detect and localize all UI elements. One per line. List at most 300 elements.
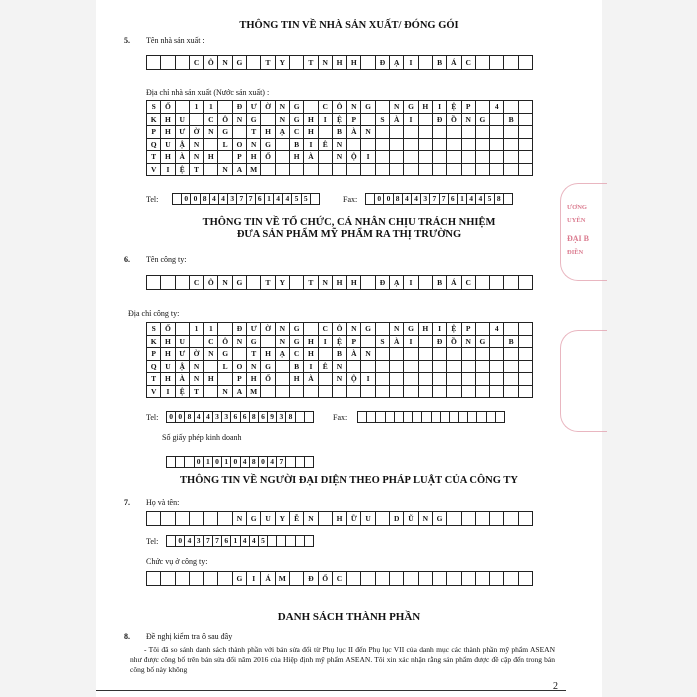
char-box: 4 <box>185 536 194 547</box>
char-box: T <box>147 151 161 164</box>
char-box: B <box>504 336 518 349</box>
char-box <box>490 348 504 361</box>
char-box: 6 <box>449 194 458 205</box>
char-box: M <box>247 386 261 399</box>
char-box: B <box>333 348 347 361</box>
manufacturer-name-label: Tên nhà sản xuất : <box>146 36 205 45</box>
char-box <box>390 386 404 399</box>
char-box <box>190 572 204 586</box>
char-box: B <box>433 276 447 290</box>
char-box <box>504 512 518 526</box>
char-box <box>419 373 433 386</box>
char-box <box>519 164 533 177</box>
char-box: 4 <box>241 457 250 468</box>
char-box <box>419 56 433 70</box>
char-box <box>185 457 194 468</box>
char-box <box>319 373 333 386</box>
char-box: H <box>347 56 361 70</box>
char-box: T <box>247 348 261 361</box>
char-box <box>161 572 175 586</box>
char-box: N <box>390 323 404 336</box>
char-box: H <box>161 114 175 127</box>
char-box: Ậ <box>176 361 190 374</box>
char-box: H <box>304 114 318 127</box>
char-box: 3 <box>213 412 222 423</box>
char-box: 6 <box>222 536 231 547</box>
char-box <box>447 348 461 361</box>
char-box: P <box>233 373 247 386</box>
char-box <box>347 139 361 152</box>
char-box <box>376 572 390 586</box>
char-box <box>490 386 504 399</box>
char-box: N <box>276 323 290 336</box>
char-box: B <box>433 56 447 70</box>
char-box <box>476 56 490 70</box>
char-box: Đ <box>433 336 447 349</box>
char-box <box>233 126 247 139</box>
char-box <box>286 536 295 547</box>
char-box: Ư <box>176 126 190 139</box>
char-box <box>276 373 290 386</box>
char-box <box>404 373 418 386</box>
char-box: Ộ <box>347 151 361 164</box>
char-box <box>276 139 290 152</box>
char-box <box>404 386 418 399</box>
char-box <box>390 361 404 374</box>
char-box: À <box>347 126 361 139</box>
char-box: H <box>161 126 175 139</box>
manufacturer-address-grid <box>146 100 533 176</box>
representative-name-grid <box>146 511 533 526</box>
char-box: À <box>390 114 404 127</box>
char-box: 7 <box>247 194 256 205</box>
char-box <box>173 194 182 205</box>
char-box <box>419 114 433 127</box>
char-box: Ạ <box>390 276 404 290</box>
char-box <box>490 56 504 70</box>
char-box: S <box>147 101 161 114</box>
char-box <box>304 164 318 177</box>
char-box: G <box>290 101 304 114</box>
char-box: N <box>190 139 204 152</box>
char-box: N <box>361 348 375 361</box>
char-box: G <box>218 126 232 139</box>
char-box: H <box>290 373 304 386</box>
char-box: 1 <box>231 536 240 547</box>
char-box: N <box>333 361 347 374</box>
char-box: G <box>404 323 418 336</box>
char-box: G <box>361 101 375 114</box>
char-box: 4 <box>195 412 204 423</box>
char-box <box>176 323 190 336</box>
char-box: L <box>218 361 232 374</box>
char-box <box>419 336 433 349</box>
char-box: Ô <box>204 276 218 290</box>
char-box <box>404 412 413 423</box>
char-box <box>462 373 476 386</box>
footer-rule <box>96 690 566 691</box>
char-box <box>490 276 504 290</box>
company-tel-grid <box>166 411 314 423</box>
char-box: U <box>161 139 175 152</box>
char-box: À <box>176 151 190 164</box>
char-box <box>447 151 461 164</box>
char-box: 5 <box>292 194 301 205</box>
page-number: 2 <box>553 681 558 692</box>
char-box: À <box>390 336 404 349</box>
char-box: T <box>147 373 161 386</box>
char-box: Y <box>276 276 290 290</box>
char-box: Ệ <box>447 101 461 114</box>
char-box: Ờ <box>261 323 275 336</box>
char-box: 3 <box>277 412 286 423</box>
char-box: N <box>361 126 375 139</box>
manufacturer-tel-grid <box>172 193 320 205</box>
char-box: Ễ <box>290 512 304 526</box>
char-box: 0 <box>176 536 185 547</box>
char-box: H <box>419 101 433 114</box>
char-box: S <box>147 323 161 336</box>
char-box <box>490 572 504 586</box>
char-box: Ô <box>218 114 232 127</box>
char-box <box>519 276 533 290</box>
char-box <box>390 139 404 152</box>
char-box: 6 <box>241 412 250 423</box>
char-box <box>296 412 305 423</box>
char-box: 4 <box>250 536 259 547</box>
char-box: H <box>304 336 318 349</box>
char-box: L <box>218 139 232 152</box>
char-box: B <box>290 361 304 374</box>
representative-tel-label: Tel: <box>146 537 159 546</box>
char-box: G <box>218 348 232 361</box>
char-box <box>167 536 176 547</box>
char-box: I <box>404 336 418 349</box>
char-box: B <box>504 114 518 127</box>
char-box: 0 <box>213 457 222 468</box>
char-box <box>176 101 190 114</box>
char-box <box>147 512 161 526</box>
char-box: H <box>161 373 175 386</box>
char-box <box>462 126 476 139</box>
char-box <box>419 361 433 374</box>
char-box: K <box>147 336 161 349</box>
char-box: N <box>333 373 347 386</box>
char-box: N <box>233 114 247 127</box>
char-box <box>305 536 314 547</box>
char-box: N <box>218 164 232 177</box>
char-box: N <box>304 512 318 526</box>
char-box <box>504 101 518 114</box>
char-box <box>376 361 390 374</box>
manufacturer-tel-label: Tel: <box>146 195 159 204</box>
char-box <box>504 276 518 290</box>
char-box <box>376 139 390 152</box>
company-address-grid <box>146 322 533 398</box>
char-box: H <box>204 373 218 386</box>
char-box <box>519 361 533 374</box>
char-box: N <box>462 114 476 127</box>
char-box <box>305 412 314 423</box>
char-box <box>147 56 161 70</box>
char-box: I <box>433 101 447 114</box>
char-box: I <box>404 276 418 290</box>
char-box <box>504 151 518 164</box>
char-box <box>161 512 175 526</box>
company-name-label: Tên công ty: <box>146 255 187 264</box>
char-box: Đ <box>376 276 390 290</box>
char-box: 4 <box>268 457 277 468</box>
char-box: O <box>233 361 247 374</box>
char-box: Ệ <box>333 114 347 127</box>
char-box <box>190 512 204 526</box>
char-box: 7 <box>237 194 246 205</box>
char-box: I <box>247 572 261 586</box>
char-box <box>504 164 518 177</box>
char-box <box>395 412 404 423</box>
char-box <box>218 101 232 114</box>
char-box: I <box>433 323 447 336</box>
char-box: Ờ <box>190 348 204 361</box>
char-box <box>176 276 190 290</box>
char-box: 1 <box>222 457 231 468</box>
char-box: N <box>347 323 361 336</box>
char-box <box>504 126 518 139</box>
char-box <box>476 323 490 336</box>
char-box: 8 <box>250 457 259 468</box>
char-box: P <box>347 336 361 349</box>
section-number: 5. <box>124 36 130 45</box>
char-box: G <box>290 336 304 349</box>
char-box <box>419 276 433 290</box>
char-box: P <box>347 114 361 127</box>
char-box: 3 <box>195 536 204 547</box>
char-box: V <box>147 386 161 399</box>
char-box <box>319 151 333 164</box>
char-box: N <box>462 336 476 349</box>
char-box <box>504 361 518 374</box>
char-box: H <box>204 151 218 164</box>
char-box: Ô <box>333 101 347 114</box>
char-box <box>519 572 533 586</box>
char-box <box>519 348 533 361</box>
char-box: C <box>319 101 333 114</box>
char-box <box>147 572 161 586</box>
char-box <box>447 361 461 374</box>
char-box: 8 <box>185 412 194 423</box>
char-box: 7 <box>430 194 439 205</box>
char-box: H <box>419 323 433 336</box>
char-box: G <box>476 336 490 349</box>
char-box <box>190 336 204 349</box>
char-box <box>233 348 247 361</box>
char-box: N <box>218 56 232 70</box>
char-box <box>433 126 447 139</box>
char-box <box>390 572 404 586</box>
char-box: U <box>176 336 190 349</box>
char-box: H <box>161 336 175 349</box>
char-box <box>319 512 333 526</box>
char-box: 0 <box>259 457 268 468</box>
char-box: 0 <box>195 457 204 468</box>
char-box: Á <box>261 572 275 586</box>
char-box: 3 <box>222 412 231 423</box>
char-box <box>218 323 232 336</box>
char-box <box>276 361 290 374</box>
char-box: Ố <box>261 373 275 386</box>
red-stamp-seal-top: ƯƠNG UYÊN ĐẠI B ĐIỀN <box>560 183 607 281</box>
char-box <box>361 361 375 374</box>
char-box <box>490 361 504 374</box>
char-box <box>447 139 461 152</box>
char-box: C <box>462 276 476 290</box>
char-box <box>218 572 232 586</box>
char-box: O <box>233 139 247 152</box>
char-box: C <box>190 276 204 290</box>
char-box <box>319 126 333 139</box>
char-box: 4 <box>476 194 485 205</box>
char-box: 6 <box>256 194 265 205</box>
char-box: N <box>218 386 232 399</box>
char-box: 4 <box>490 101 504 114</box>
char-box <box>347 572 361 586</box>
char-box <box>476 276 490 290</box>
char-box: Ạ <box>276 348 290 361</box>
char-box <box>147 276 161 290</box>
char-box: G <box>261 139 275 152</box>
char-box: Á <box>447 56 461 70</box>
char-box: T <box>190 164 204 177</box>
manufacturer-address-label: Địa chỉ nhà sản xuất (Nước sản xuất) : <box>146 88 270 97</box>
char-box: I <box>319 336 333 349</box>
char-box: 1 <box>190 101 204 114</box>
char-box <box>419 151 433 164</box>
char-box <box>333 164 347 177</box>
char-box: C <box>290 348 304 361</box>
char-box: N <box>190 373 204 386</box>
char-box: Ư <box>176 348 190 361</box>
char-box <box>390 373 404 386</box>
char-box <box>447 512 461 526</box>
char-box <box>404 348 418 361</box>
char-box: 6 <box>259 412 268 423</box>
char-box: 0 <box>191 194 200 205</box>
char-box <box>376 164 390 177</box>
char-box: T <box>247 126 261 139</box>
char-box <box>161 56 175 70</box>
char-box: H <box>333 56 347 70</box>
char-box: I <box>161 386 175 399</box>
char-box <box>218 373 232 386</box>
char-box: N <box>204 348 218 361</box>
char-box: 7 <box>204 536 213 547</box>
business-license-label: Số giấy phép kinh doanh <box>162 433 242 442</box>
char-box: U <box>361 512 375 526</box>
char-box <box>361 386 375 399</box>
char-box <box>462 139 476 152</box>
char-box: Ố <box>261 151 275 164</box>
char-box: 8 <box>250 412 259 423</box>
char-box <box>190 114 204 127</box>
char-box: I <box>404 114 418 127</box>
char-box: Á <box>447 276 461 290</box>
char-box <box>305 457 314 468</box>
company-name-grid <box>146 275 533 290</box>
char-box: I <box>319 114 333 127</box>
char-box: I <box>361 373 375 386</box>
char-box <box>367 412 376 423</box>
char-box <box>422 412 431 423</box>
char-box <box>296 536 305 547</box>
char-box <box>504 56 518 70</box>
char-box: U <box>261 512 275 526</box>
char-box <box>519 151 533 164</box>
char-box: Đ <box>304 572 318 586</box>
char-box <box>519 114 533 127</box>
char-box: G <box>247 336 261 349</box>
char-box: Q <box>147 361 161 374</box>
char-box <box>390 126 404 139</box>
char-box <box>247 276 261 290</box>
char-box: N <box>419 512 433 526</box>
char-box: Ờ <box>190 126 204 139</box>
char-box <box>519 126 533 139</box>
char-box <box>490 126 504 139</box>
char-box: G <box>261 361 275 374</box>
section-number: 6. <box>124 255 130 264</box>
char-box: N <box>190 361 204 374</box>
char-box: À <box>304 373 318 386</box>
char-box <box>304 386 318 399</box>
char-box <box>218 512 232 526</box>
char-box: À <box>176 373 190 386</box>
char-box: G <box>361 323 375 336</box>
char-box: S <box>376 114 390 127</box>
char-box <box>476 139 490 152</box>
char-box: N <box>204 126 218 139</box>
char-box: D <box>390 512 404 526</box>
char-box <box>176 457 185 468</box>
char-box: I <box>161 164 175 177</box>
company-address-label: Địa chỉ công ty: <box>128 309 180 318</box>
char-box: N <box>276 114 290 127</box>
char-box <box>490 373 504 386</box>
section-title-ingredients: DANH SÁCH THÀNH PHẦN <box>277 611 421 623</box>
representative-tel-grid <box>166 535 314 547</box>
char-box <box>290 276 304 290</box>
char-box: H <box>161 151 175 164</box>
char-box <box>519 101 533 114</box>
char-box: Y <box>276 56 290 70</box>
section-title-legal-representative: THÔNG TIN VỀ NGƯỜI ĐẠI DIỆN THEO PHÁP LUẬT CỦA CÔNG TY <box>180 475 518 486</box>
char-box: I <box>361 151 375 164</box>
company-fax-label: Fax: <box>333 413 348 422</box>
char-box <box>361 276 375 290</box>
ingredients-declaration-paragraph: - Tôi đã so sánh danh sách thành phần với bản sửa đổi từ Phụ lục II đến Phụ lục VII của danh mục các thành phần mỹ phẩm ASEAN như được công bố trên bản sửa đổi năm 2016 của Hiệp định mỹ phẩm ASEAN. Tôi xin xác nhận rằng sản phẩm được đề cập đến trong bản công bố này không <box>130 645 555 674</box>
manufacturer-fax-grid <box>365 193 513 205</box>
char-box: Ữ <box>347 512 361 526</box>
char-box: T <box>304 56 318 70</box>
char-box: Y <box>276 512 290 526</box>
char-box <box>433 386 447 399</box>
char-box <box>176 572 190 586</box>
char-box <box>261 114 275 127</box>
char-box: G <box>233 276 247 290</box>
char-box: P <box>147 348 161 361</box>
char-box <box>447 164 461 177</box>
char-box <box>204 572 218 586</box>
char-box <box>376 151 390 164</box>
